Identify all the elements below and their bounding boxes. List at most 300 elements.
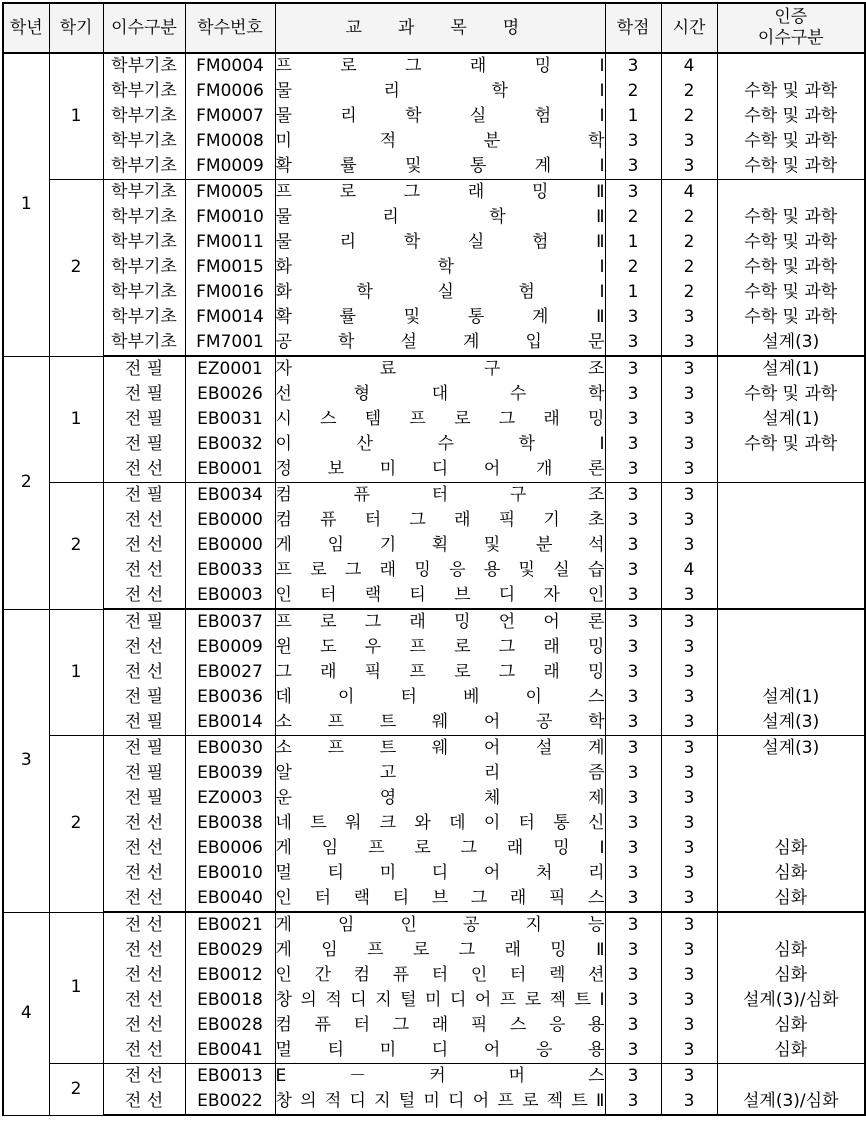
category-cell: 전 필 — [103, 483, 185, 509]
course-name-cell — [275, 79, 605, 104]
cert-cell: 설계(3) — [717, 736, 865, 762]
hours-cell: 3 — [661, 912, 717, 938]
table-row — [3, 104, 865, 129]
credit-cell: 3 — [605, 583, 661, 609]
cert-cell — [717, 558, 865, 583]
header-year: 학년 — [3, 3, 49, 53]
credit-cell: 3 — [605, 988, 661, 1013]
course-name-cell — [275, 330, 605, 356]
credit-cell: 3 — [605, 1064, 661, 1090]
course-name: 인 간 컴 퓨 터 인 터 렉 션 — [275, 965, 605, 985]
credit-cell: 3 — [605, 1013, 661, 1038]
code-cell: EB0033 — [185, 558, 275, 583]
course-name: 멀 티 미 디 어 응 용 — [275, 1040, 605, 1060]
course-name-cell — [275, 1038, 605, 1064]
table-row — [3, 305, 865, 330]
credit-cell: 3 — [605, 685, 661, 710]
cert-cell: 설계(3)/심화 — [717, 988, 865, 1013]
table-row — [3, 736, 865, 762]
course-name-cell — [275, 53, 605, 79]
course-name-cell — [275, 508, 605, 533]
category-cell: 전 선 — [103, 508, 185, 533]
course-name: 게 임 기 획 및 분 석 — [275, 535, 605, 555]
course-name: 게 임 프 로 그 래 밍 Ⅰ — [275, 838, 605, 858]
cert-cell: 수학 및 과학 — [717, 280, 865, 305]
category-cell: 학부기초 — [103, 154, 185, 180]
cert-cell: 심화 — [717, 1038, 865, 1064]
course-name: 물 리 학 실 험 Ⅰ — [275, 106, 605, 126]
credit-cell: 3 — [605, 912, 661, 938]
code-cell: EB0030 — [185, 736, 275, 762]
table-row — [3, 1013, 865, 1038]
hours-cell: 3 — [661, 382, 717, 407]
code-cell: EB0000 — [185, 533, 275, 558]
cert-cell — [717, 533, 865, 558]
course-name: 프 로 그 래 밍 Ⅰ — [275, 56, 605, 76]
table-row — [3, 255, 865, 280]
hours-cell: 3 — [661, 786, 717, 811]
credit-cell: 3 — [605, 305, 661, 330]
category-cell: 전 선 — [103, 1089, 185, 1115]
course-name-cell — [275, 736, 605, 762]
category-cell: 학부기초 — [103, 180, 185, 206]
table-row — [3, 786, 865, 811]
code-cell: EB0027 — [185, 660, 275, 685]
table-row — [3, 53, 865, 79]
cert-cell: 설계(1) — [717, 407, 865, 432]
category-cell: 학부기초 — [103, 53, 185, 79]
semester-cell: 1 — [49, 53, 103, 180]
hours-cell: 3 — [661, 811, 717, 836]
table-row — [3, 483, 865, 509]
category-cell: 전 선 — [103, 938, 185, 963]
category-cell: 전 선 — [103, 1038, 185, 1064]
code-cell: EB0038 — [185, 811, 275, 836]
hours-cell: 3 — [661, 508, 717, 533]
category-cell: 전 선 — [103, 660, 185, 685]
course-name: 게 임 프 로 그 래 밍 Ⅱ — [275, 940, 605, 960]
cert-cell — [717, 457, 865, 483]
code-cell: EB0039 — [185, 761, 275, 786]
table-row — [3, 710, 865, 736]
code-cell: EB0036 — [185, 685, 275, 710]
hours-cell: 3 — [661, 129, 717, 154]
credit-cell: 3 — [605, 180, 661, 206]
course-name-cell — [275, 230, 605, 255]
table-row — [3, 583, 865, 609]
credit-cell: 3 — [605, 558, 661, 583]
cert-cell — [717, 912, 865, 938]
code-cell: FM0006 — [185, 79, 275, 104]
table-row — [3, 861, 865, 886]
course-name: 그 래 픽 프 로 그 래 밍 — [275, 662, 605, 682]
code-cell: EZ0001 — [185, 356, 275, 382]
course-name-cell — [275, 912, 605, 938]
course-name-cell — [275, 635, 605, 660]
code-cell: FM0010 — [185, 205, 275, 230]
credit-cell: 3 — [605, 356, 661, 382]
header-cert — [717, 3, 865, 53]
category-cell: 전 필 — [103, 356, 185, 382]
header-cert-line1: 인증 — [774, 7, 808, 27]
semester-cell: 1 — [49, 609, 103, 736]
credit-cell: 3 — [605, 660, 661, 685]
course-name-cell — [275, 154, 605, 180]
hours-cell: 3 — [661, 583, 717, 609]
hours-cell: 2 — [661, 280, 717, 305]
code-cell: FM0005 — [185, 180, 275, 206]
course-name-cell — [275, 836, 605, 861]
credit-cell: 3 — [605, 836, 661, 861]
credit-cell: 3 — [605, 786, 661, 811]
course-name-cell — [275, 1064, 605, 1090]
code-cell: EB0026 — [185, 382, 275, 407]
category-cell: 학부기초 — [103, 255, 185, 280]
code-cell: EB0003 — [185, 583, 275, 609]
hours-cell: 3 — [661, 305, 717, 330]
hours-cell: 2 — [661, 79, 717, 104]
credit-cell: 3 — [605, 938, 661, 963]
cert-cell — [717, 483, 865, 509]
table-row — [3, 154, 865, 180]
category-cell: 전 필 — [103, 382, 185, 407]
cert-cell: 수학 및 과학 — [717, 255, 865, 280]
course-name: 인 터 랙 티 브 그 래 픽 스 — [275, 888, 605, 908]
course-name: 확 률 및 통 계 Ⅱ — [275, 307, 605, 327]
table-row — [3, 761, 865, 786]
code-cell: EZ0003 — [185, 786, 275, 811]
table-row — [3, 1064, 865, 1090]
credit-cell: 2 — [605, 79, 661, 104]
table-row — [3, 1089, 865, 1115]
semester-cell: 2 — [49, 180, 103, 357]
code-cell: EB0021 — [185, 912, 275, 938]
course-name-cell — [275, 382, 605, 407]
table-row — [3, 180, 865, 206]
table-header — [3, 3, 865, 53]
course-name-cell — [275, 1089, 605, 1115]
cert-cell: 수학 및 과학 — [717, 104, 865, 129]
hours-cell: 3 — [661, 533, 717, 558]
course-name-cell — [275, 432, 605, 457]
category-cell: 전 선 — [103, 558, 185, 583]
cert-cell — [717, 761, 865, 786]
category-cell: 전 선 — [103, 836, 185, 861]
table-row — [3, 988, 865, 1013]
category-cell: 전 필 — [103, 432, 185, 457]
cert-cell: 심화 — [717, 938, 865, 963]
category-cell: 전 필 — [103, 685, 185, 710]
category-cell: 전 필 — [103, 407, 185, 432]
cert-cell: 심화 — [717, 886, 865, 912]
credit-cell: 3 — [605, 382, 661, 407]
hours-cell: 2 — [661, 255, 717, 280]
course-name-cell — [275, 938, 605, 963]
table-row — [3, 230, 865, 255]
course-name: 이 산 수 학 Ⅰ — [275, 434, 605, 454]
hours-cell: 2 — [661, 104, 717, 129]
course-name: 윈 도 우 프 로 그 래 밍 — [275, 637, 605, 657]
hours-cell: 3 — [661, 736, 717, 762]
credit-cell: 1 — [605, 280, 661, 305]
table-row — [3, 432, 865, 457]
hours-cell: 3 — [661, 457, 717, 483]
code-cell: FM0011 — [185, 230, 275, 255]
code-cell: EB0018 — [185, 988, 275, 1013]
curriculum-table — [2, 2, 866, 1116]
cert-cell — [717, 609, 865, 635]
year-cell: 4 — [3, 912, 49, 1115]
table-row — [3, 79, 865, 104]
course-name: 물 리 학 실 험 Ⅱ — [275, 232, 605, 252]
credit-cell: 3 — [605, 53, 661, 79]
cert-cell: 수학 및 과학 — [717, 129, 865, 154]
code-cell: FM0014 — [185, 305, 275, 330]
cert-cell — [717, 1064, 865, 1090]
header-semester: 학기 — [49, 3, 103, 53]
hours-cell: 3 — [661, 886, 717, 912]
code-cell: EB0006 — [185, 836, 275, 861]
code-cell: FM0008 — [185, 129, 275, 154]
table-row — [3, 457, 865, 483]
category-cell: 전 선 — [103, 1013, 185, 1038]
course-name-cell — [275, 533, 605, 558]
category-cell: 전 선 — [103, 861, 185, 886]
course-name: 정 보 미 디 어 개 론 — [275, 459, 605, 479]
credit-cell: 3 — [605, 710, 661, 736]
table-row — [3, 280, 865, 305]
hours-cell: 3 — [661, 938, 717, 963]
code-cell: EB0037 — [185, 609, 275, 635]
category-cell: 전 선 — [103, 912, 185, 938]
table-row — [3, 558, 865, 583]
semester-cell: 2 — [49, 483, 103, 610]
course-name: 네 트 워 크 와 데 이 터 통 신 — [275, 813, 605, 833]
course-name: 물 리 학 Ⅰ — [275, 81, 605, 101]
cert-cell: 수학 및 과학 — [717, 382, 865, 407]
hours-cell: 3 — [661, 1038, 717, 1064]
cert-cell — [717, 180, 865, 206]
course-name-cell — [275, 988, 605, 1013]
table-row — [3, 635, 865, 660]
course-name-cell — [275, 558, 605, 583]
table-row — [3, 356, 865, 382]
code-cell: EB0032 — [185, 432, 275, 457]
course-name-cell — [275, 407, 605, 432]
course-name-cell — [275, 963, 605, 988]
credit-cell: 3 — [605, 963, 661, 988]
cert-cell — [717, 583, 865, 609]
table-row — [3, 129, 865, 154]
credit-cell: 3 — [605, 154, 661, 180]
cert-cell: 심화 — [717, 836, 865, 861]
hours-cell: 3 — [661, 861, 717, 886]
course-name-cell — [275, 305, 605, 330]
credit-cell: 3 — [605, 483, 661, 509]
hours-cell: 3 — [661, 1013, 717, 1038]
credit-cell: 3 — [605, 508, 661, 533]
course-name: 운 영 체 제 — [275, 788, 605, 808]
table-row — [3, 836, 865, 861]
year-cell: 2 — [3, 356, 49, 609]
hours-cell: 4 — [661, 180, 717, 206]
category-cell: 전 선 — [103, 886, 185, 912]
course-name: 선 형 대 수 학 — [275, 384, 605, 404]
code-cell: EB0000 — [185, 508, 275, 533]
course-name-cell — [275, 205, 605, 230]
cert-cell — [717, 53, 865, 79]
category-cell: 학부기초 — [103, 305, 185, 330]
category-cell: 전 선 — [103, 988, 185, 1013]
course-name-cell — [275, 280, 605, 305]
credit-cell: 1 — [605, 104, 661, 129]
credit-cell: 3 — [605, 330, 661, 356]
header-credit: 학점 — [605, 3, 661, 53]
category-cell: 전 필 — [103, 609, 185, 635]
table-row — [3, 938, 865, 963]
category-cell: 전 필 — [103, 761, 185, 786]
course-name: E － 커 머 스 — [275, 1066, 605, 1086]
course-name: 화 학 Ⅰ — [275, 257, 605, 277]
hours-cell: 3 — [661, 432, 717, 457]
table-row — [3, 886, 865, 912]
table-body — [3, 53, 865, 1115]
category-cell: 학부기초 — [103, 79, 185, 104]
course-name: 프 로 그 래 밍 응 용 및 실 습 — [275, 560, 605, 580]
hours-cell: 3 — [661, 988, 717, 1013]
table-row — [3, 609, 865, 635]
category-cell: 전 선 — [103, 583, 185, 609]
course-name-cell — [275, 710, 605, 736]
cert-cell: 심화 — [717, 861, 865, 886]
course-name-cell — [275, 356, 605, 382]
course-name-cell — [275, 457, 605, 483]
course-name: 컴 퓨 터 구 조 — [275, 485, 605, 505]
table-row — [3, 533, 865, 558]
header-category: 이수구분 — [103, 3, 185, 53]
code-cell: EB0010 — [185, 861, 275, 886]
cert-cell: 심화 — [717, 1013, 865, 1038]
hours-cell: 3 — [661, 635, 717, 660]
course-name: 물 리 학 Ⅱ — [275, 207, 605, 227]
code-cell: EB0001 — [185, 457, 275, 483]
cert-cell: 수학 및 과학 — [717, 305, 865, 330]
course-name-cell — [275, 660, 605, 685]
credit-cell: 1 — [605, 230, 661, 255]
table-row — [3, 912, 865, 938]
table-row — [3, 330, 865, 356]
category-cell: 학부기초 — [103, 104, 185, 129]
credit-cell: 3 — [605, 861, 661, 886]
credit-cell: 2 — [605, 205, 661, 230]
code-cell: FM0015 — [185, 255, 275, 280]
category-cell: 전 선 — [103, 1064, 185, 1090]
table-row — [3, 1038, 865, 1064]
course-name-cell — [275, 786, 605, 811]
table-row — [3, 811, 865, 836]
credit-cell: 3 — [605, 533, 661, 558]
cert-cell: 설계(3) — [717, 710, 865, 736]
course-name: 공 학 설 계 입 문 — [275, 332, 605, 352]
category-cell: 학부기초 — [103, 330, 185, 356]
code-cell: FM7001 — [185, 330, 275, 356]
course-name: 프 로 그 래 밍 Ⅱ — [275, 182, 605, 202]
table-row — [3, 407, 865, 432]
table-row — [3, 685, 865, 710]
curriculum-document — [2, 2, 864, 1125]
category-cell: 전 필 — [103, 710, 185, 736]
hours-cell: 3 — [661, 483, 717, 509]
credit-cell: 3 — [605, 1038, 661, 1064]
course-name: 게 임 인 공 지 능 — [275, 915, 605, 935]
category-cell: 전 선 — [103, 457, 185, 483]
table-row — [3, 382, 865, 407]
credit-cell: 3 — [605, 407, 661, 432]
code-cell: EB0029 — [185, 938, 275, 963]
credit-cell: 3 — [605, 457, 661, 483]
category-cell: 전 선 — [103, 963, 185, 988]
hours-cell: 3 — [661, 1089, 717, 1115]
credit-cell: 3 — [605, 886, 661, 912]
course-name: 멀 티 미 디 어 처 리 — [275, 863, 605, 883]
code-cell: EB0028 — [185, 1013, 275, 1038]
course-name: 미 적 분 학 — [275, 131, 605, 151]
cert-cell: 수학 및 과학 — [717, 432, 865, 457]
code-cell: EB0031 — [185, 407, 275, 432]
cert-cell: 설계(3)/심화 — [717, 1089, 865, 1115]
hours-cell: 3 — [661, 330, 717, 356]
hours-cell: 3 — [661, 963, 717, 988]
cert-cell: 수학 및 과학 — [717, 154, 865, 180]
category-cell: 학부기초 — [103, 205, 185, 230]
course-name: 시 스 템 프 로 그 래 밍 — [275, 409, 605, 429]
code-cell: FM0009 — [185, 154, 275, 180]
cert-cell: 심화 — [717, 963, 865, 988]
header-code: 학수번호 — [185, 3, 275, 53]
course-name-cell — [275, 811, 605, 836]
hours-cell: 3 — [661, 1064, 717, 1090]
hours-cell: 3 — [661, 660, 717, 685]
table-row — [3, 963, 865, 988]
course-name-cell — [275, 483, 605, 509]
cert-cell — [717, 635, 865, 660]
hours-cell: 3 — [661, 710, 717, 736]
credit-cell: 3 — [605, 609, 661, 635]
table-row — [3, 660, 865, 685]
table-row — [3, 205, 865, 230]
year-cell: 1 — [3, 53, 49, 356]
hours-cell: 2 — [661, 205, 717, 230]
code-cell: EB0040 — [185, 886, 275, 912]
credit-cell: 3 — [605, 432, 661, 457]
course-name: 컴 퓨 터 그 래 픽 스 응 용 — [275, 1015, 605, 1035]
hours-cell: 3 — [661, 836, 717, 861]
credit-cell: 3 — [605, 736, 661, 762]
course-name-cell — [275, 861, 605, 886]
course-name: 화 학 실 험 Ⅰ — [275, 282, 605, 302]
course-name-cell — [275, 104, 605, 129]
semester-cell: 1 — [49, 356, 103, 483]
code-cell: FM0007 — [185, 104, 275, 129]
semester-cell: 2 — [49, 1064, 103, 1116]
hours-cell: 2 — [661, 230, 717, 255]
cert-cell — [717, 508, 865, 533]
cert-cell: 설계(1) — [717, 685, 865, 710]
course-name-cell — [275, 761, 605, 786]
course-name: 소 프 트 웨 어 설 계 — [275, 738, 605, 758]
hours-cell: 3 — [661, 154, 717, 180]
course-name: 컴 퓨 터 그 래 픽 기 초 — [275, 510, 605, 530]
